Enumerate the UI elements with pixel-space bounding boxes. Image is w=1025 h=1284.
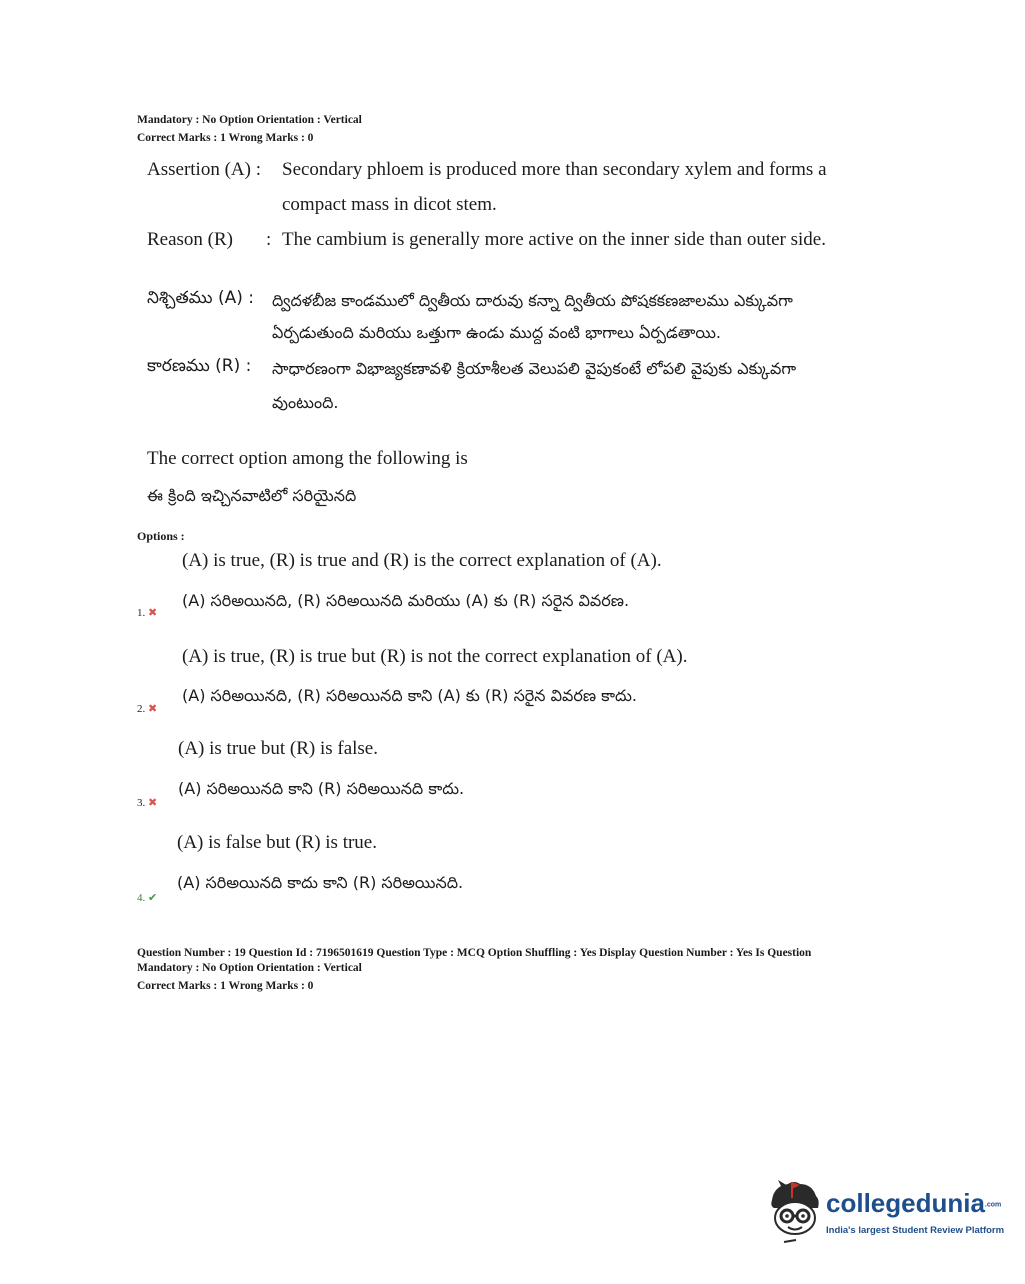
question-meta-line: Mandatory : No Option Orientation : Vertical (137, 114, 362, 126)
option-3-english: (A) is true but (R) is false. (178, 738, 378, 759)
option-2-english: (A) is true, (R) is true but (R) is not the correct explanation of (A). (182, 646, 688, 667)
next-question-meta-line2: Mandatory : No Option Orientation : Vertical (137, 962, 362, 974)
te-assertion-line2: ఏర్పడుతుంది మరియు ఒత్తుగా ఉండు ముద్ద వంటి భాగాలు ఏర్పడతాయి. (272, 323, 722, 342)
assertion-text-line1: Secondary phloem is produced more than secondary xylem and forms a (282, 159, 827, 180)
prompt-english: The correct option among the following is (147, 448, 468, 469)
next-question-meta-line1: Question Number : 19 Question Id : 7196501619 Question Type : MCQ Option Shuffling : Yes Display Question Number : Yes Is Question (137, 947, 812, 959)
next-question-meta-line3: Correct Marks : 1 Wrong Marks : 0 (137, 980, 314, 992)
te-reason-line2: వుంటుంది. (272, 393, 339, 412)
prompt-telugu: ఈ క్రింది ఇచ్చినవాటిలో సరియైనది (147, 486, 357, 505)
wrong-mark-icon: ✖ (148, 797, 158, 809)
option-4-telugu: (A) సరిఅయినది కాదు కాని (R) సరిఅయినది. (177, 873, 464, 892)
reason-label: Reason (R) (147, 229, 234, 250)
option-2-number (137, 702, 157, 715)
option-3-number (137, 796, 157, 809)
option-2-telugu: (A) సరిఅయినది, (R) సరిఅయినది కాని (A) కు (R) సరైన వివరణ కాదు. (182, 686, 637, 705)
te-assertion-line1: ద్విదళబీజ కాండములో ద్వితీయ దారువు కన్నా ద్వితీయ పోషకకణజాలము ఎక్కువగా (272, 291, 793, 310)
wrong-mark-icon: ✖ (148, 607, 158, 619)
wrong-mark-icon: ✖ (148, 703, 158, 715)
option-3-num-text: 3. (137, 797, 146, 809)
option-1-num-text: 1. (137, 607, 146, 619)
reason-text: The cambium is generally more active on the inner side than outer side. (282, 229, 826, 250)
option-1-english: (A) is true, (R) is true and (R) is the correct explanation of (A). (182, 550, 662, 571)
logo-tagline: India's largest Student Review Platform (826, 1225, 1005, 1236)
te-assertion-label: నిశ్చితము (A) : (147, 288, 254, 308)
option-3-telugu: (A) సరిఅయినది కాని (R) సరిఅయినది కాదు. (178, 779, 465, 798)
option-1-telugu: (A) సరిఅయినది, (R) సరిఅయినది మరియు (A) కు (R) సరైన వివరణ. (182, 591, 630, 610)
option-4-num-text: 4. (137, 892, 146, 904)
assertion-label: Assertion (A) : (147, 159, 261, 180)
option-1-number (137, 606, 157, 619)
collegedunia-logo (766, 1178, 1005, 1248)
option-4-english: (A) is false but (R) is true. (177, 832, 377, 853)
marks-meta-line: Correct Marks : 1 Wrong Marks : 0 (137, 132, 314, 144)
logo-suffix: .com (984, 1201, 1002, 1209)
assertion-text-line2: compact mass in dicot stem. (282, 194, 497, 215)
correct-mark-icon: ✔ (148, 892, 158, 904)
option-2-num-text: 2. (137, 703, 146, 715)
mascot-logo-icon (766, 1178, 826, 1248)
logo-name: collegedunia (826, 1188, 985, 1218)
options-label: Options : (137, 529, 185, 543)
option-4-number (137, 891, 157, 904)
te-reason-label: కారణము (R) : (147, 356, 252, 376)
te-reason-line1: సాధారణంగా విభాజ్యకణావళి క్రియాశీలత వెలుపలి వైపుకంటే లోపలి వైపుకు ఎక్కువగా (272, 359, 797, 378)
logo-wordmark (826, 1188, 1001, 1219)
reason-colon: : (266, 229, 272, 250)
